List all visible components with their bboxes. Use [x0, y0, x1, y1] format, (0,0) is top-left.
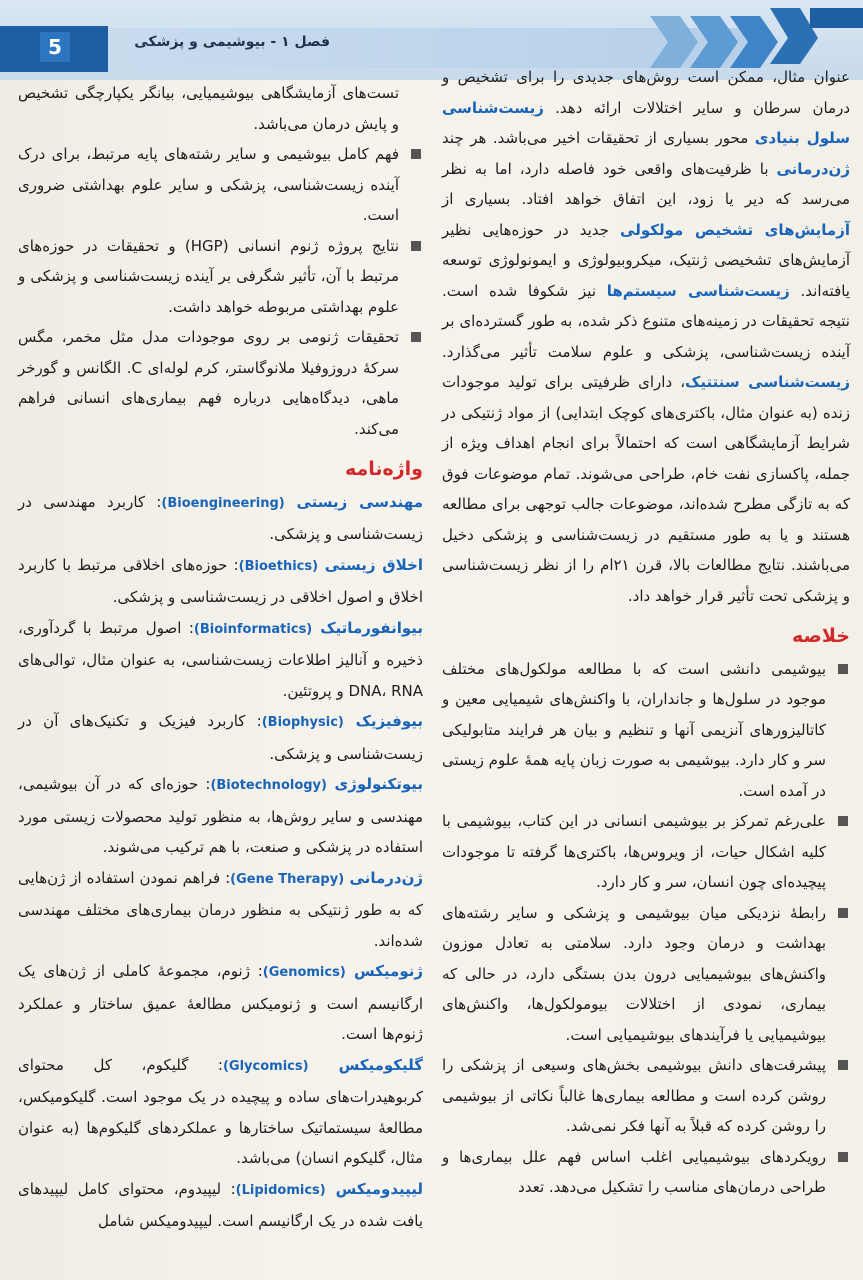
glossary-term-english: (Bioethics) — [238, 558, 319, 574]
glossary-term: گلیکومیکس — [308, 1055, 424, 1074]
highlight-term: زیست‌شناسی سنتتیک — [685, 373, 850, 391]
glossary-entry — [18, 613, 423, 707]
glossary-definition: : لیپیدوم، محتوای کامل لیپیدهای یافت شده در یک ارگانیسم است. لیپیدومیکس شامل — [18, 1179, 423, 1230]
continued-list — [18, 78, 423, 444]
summary-item: رابطهٔ نزدیکی میان بیوشیمی و پزشکی و سایر رشته‌های بهداشت و درمان وجود دارد. سلامتی به تعادل موزون واکنش‌های بیوشیمیایی درون بدن بستگی دارد، در حالی که بیماری، نمودی از اختلالات بیومولکول‌ها، واکنش‌های بیوشیمیایی یا فرآیندهای بیوشیمیایی است. — [442, 898, 850, 1051]
glossary-entry — [18, 956, 423, 1050]
paragraph-text: ، دارای ظرفیتی برای تولید موجودات زنده (به عنوان مثال، باکتری‌های کوچک ابتدایی) از مواد ژنتیکی در شرایط آزمایشگاهی است که احتمالاً برای انجام اهداف ویژه از جمله، پاکسازی نفت خام، طراحی می‌شوند. تمام موضوعات فوق که به تازگی مطرح شده‌اند، موضوعات جالب توجهی برای مطالعه هستند و یا به طور مستقیم در زیست‌شناسی و پزشکی دخیل می‌باشند. نتایج مطالعات بالا، قرن ۲۱ام را از نظر زیست‌شناسی و پزشکی تحت تأثیر قرار خواهد داد. — [442, 373, 850, 605]
summary-list — [442, 654, 850, 1203]
glossary-definition: : کاربرد مهندسی در زیست‌شناسی و پزشکی. — [18, 492, 423, 543]
highlight-term: ژن‌درمانی — [776, 159, 850, 178]
glossary-heading: واژه‌نامه — [344, 458, 423, 480]
right-column — [442, 62, 850, 1203]
glossary-definition: : اصول مرتبط با گردآوری، ذخیره و آنالیز اطلاعات زیست‌شناسی، به عنوان مثال، توالی‌های DNA، RNA و پروتئین. — [18, 618, 423, 700]
paragraph-text: عنوان مثال، ممکن است روش‌های جدیدی را برای تشخیص و درمان سرطان و سایر اختلالات ارائه دهد. — [442, 68, 850, 117]
chapter-title: فصل ۱ - بیوشیمی و پزشکی — [134, 34, 330, 50]
glossary-term-english: (Biophysic) — [261, 715, 344, 730]
glossary-definition: : گلیکوم، کل محتوای کربوهیدرات‌های ساده و پیچیده در یک موجود است. گلیکومیکس، مطالعهٔ سیستماتیک ساختارها و عملکردهای گلیکوم‌ها (به عنوان مثال، گلیکوم انسان) می‌باشد. — [18, 1055, 423, 1167]
glossary-entry — [18, 1050, 423, 1174]
glossary-term: مهندسی زیستی — [284, 492, 423, 511]
glossary-entry — [18, 487, 423, 550]
glossary-term-english: (Lipidomics) — [235, 1182, 326, 1198]
glossary-entry — [18, 706, 423, 769]
summary-heading: خلاصه — [791, 625, 850, 647]
paragraph-text: با ظرفیت‌های واقعی خود فاصله دارد، اما به نظر می‌رسد که دیر یا زود، این اتفاق خواهد افتاد. بسیاری از — [442, 159, 850, 208]
glossary-term: ژنومیکس — [345, 962, 424, 980]
glossary-term: بیوفیزیک — [343, 712, 423, 730]
glossary-term-english: (Gene Therapy) — [230, 871, 345, 887]
list-item: نتایج پروژه ژنوم انسانی (HGP) و تحقیقات در حوزه‌های مرتبط با آن، تأثیر شگرفی بر آینده زیست‌شناسی و پزشکی و علوم بهداشتی مربوطه خواهد داشت. — [18, 231, 423, 323]
glossary-term: اخلاق زیستی — [318, 555, 423, 574]
summary-item: پیشرفت‌های دانش بیوشیمی بخش‌های وسیعی از پزشکی را روشن کرده است و مطالعه بیماری‌ها غالباً نکاتی از بیوشیمی را روشن کرده که قبلاً به آنها فکر نمی‌شد. — [442, 1050, 850, 1142]
glossary-entry — [18, 769, 423, 863]
page-number: 5 — [40, 32, 70, 62]
summary-item: رویکردهای بیوشیمیایی اغلب اساس فهم علل بیماری‌ها و طراحی درمان‌های مناسب را تشکیل می‌دهد. تعدد — [442, 1142, 850, 1203]
intro-paragraph — [442, 62, 850, 611]
list-item: تحقیقات ژنومی بر روی موجودات مدل مثل مخمر، مگس سرکهٔ دروزوفیلا ملانوگاستر، کرم لوله‌ای C. الگانس و گورخر ماهی، دیدگاه‌هایی درباره فهم بیماری‌های انسانی فراهم می‌کند. — [18, 322, 423, 444]
left-column — [18, 78, 423, 1237]
paragraph-text: محور بسیاری از تحقیقات اخیر می‌باشد. هر چند — [442, 129, 755, 147]
glossary-term: بیوتکنولوژی — [326, 775, 424, 793]
paragraph-text: جدید در حوزه‌هایی نظیر آزمایش‌های تشخیصی ژنتیک، میکروبیولوژی و ایمونولوژی توسعه یافته‌اند. — [442, 220, 850, 300]
glossary-term: لیپیدومیکس — [325, 1179, 423, 1198]
glossary-definition: : حوزه‌ای که در آن بیوشیمی، مهندسی و سایر روش‌ها، به منظور تولید محصولات زیستی مورد استفاده در پزشکی و صنعت، با هم ترکیب می‌شوند. — [18, 775, 423, 856]
highlight-term: زیست‌شناسی سلول بنیادی — [442, 98, 850, 147]
highlight-term: آزمایش‌های تشخیص مولکولی — [620, 220, 850, 239]
paragraph-text: نیز شکوفا شده است. نتیجه تحقیقات در زمینه‌های متنوع ذکر شده، به طور گسترده‌ای بر آینده زیست‌شناسی، پزشکی و علوم سلامت تأثیر می‌گذارد. — [442, 281, 850, 361]
glossary-term: ژن‌درمانی — [344, 868, 424, 887]
glossary-definition: : حوزه‌های اخلاقی مرتبط با کاربرد اخلاق و اصول اخلاقی در زیست‌شناسی و پزشکی. — [18, 555, 423, 606]
glossary-term-english: (Bioinformatics) — [193, 621, 313, 637]
glossary-term-english: (Genomics) — [262, 965, 346, 980]
summary-item: علی‌رغم تمرکز بر بیوشیمی انسانی در این کتاب، بیوشیمی با کلیه اشکال حیات، از ویروس‌ها، باکتری‌ها گرفته تا موجودات پیچیده‌ای چون انسان، سر و کار دارد. — [442, 806, 850, 898]
highlight-term: زیست‌شناسی سیستم‌ها — [606, 281, 790, 300]
list-item: فهم کامل بیوشیمی و سایر رشته‌های پایه مرتبط، برای درک آینده زیست‌شناسی، پزشکی و سایر علوم بهداشتی ضروری است. — [18, 139, 423, 231]
chevron-decoration-icon — [650, 8, 863, 68]
glossary-term: بیوانفورماتیک — [312, 618, 423, 637]
list-item: تست‌های آزمایشگاهی بیوشیمیایی، بیانگر یکپارچگی تشخیص و پایش درمان می‌باشد. — [18, 84, 399, 133]
glossary-term-english: (Biotechnology) — [210, 778, 327, 793]
glossary-entry — [18, 863, 423, 957]
glossary-definition: : فراهم نمودن استفاده از ژن‌هایی که به طور ژنتیکی به منظور درمان بیماری‌های مختلف مهندسی شده‌اند. — [18, 868, 423, 950]
summary-item: بیوشیمی دانشی است که با مطالعه مولکول‌های مختلف موجود در سلول‌ها و جانداران، با واکنش‌های شیمیایی معین و کاتالیزورهای آنزیمی آنها و تنظیم و بیان هر فرایند متابولیکی سر و کار دارد. بیوشیمی به صورت زبان پایه همهٔ علوم زیستی در آمده است. — [442, 654, 850, 807]
glossary-term-english: (Bioengineering) — [161, 495, 285, 511]
glossary-entry — [18, 1174, 423, 1237]
glossary-definition: : ژنوم، مجموعهٔ کاملی از ژن‌های یک ارگانیسم است و ژنومیکس مطالعهٔ عمیق ساختار و عملکرد ژنوم‌ها است. — [18, 962, 423, 1043]
glossary-definition: : کاربرد فیزیک و تکنیک‌های آن در زیست‌شناسی و پزشکی. — [18, 712, 423, 763]
glossary-term-english: (Glycomics) — [222, 1058, 309, 1074]
glossary — [18, 487, 423, 1237]
glossary-entry — [18, 550, 423, 613]
